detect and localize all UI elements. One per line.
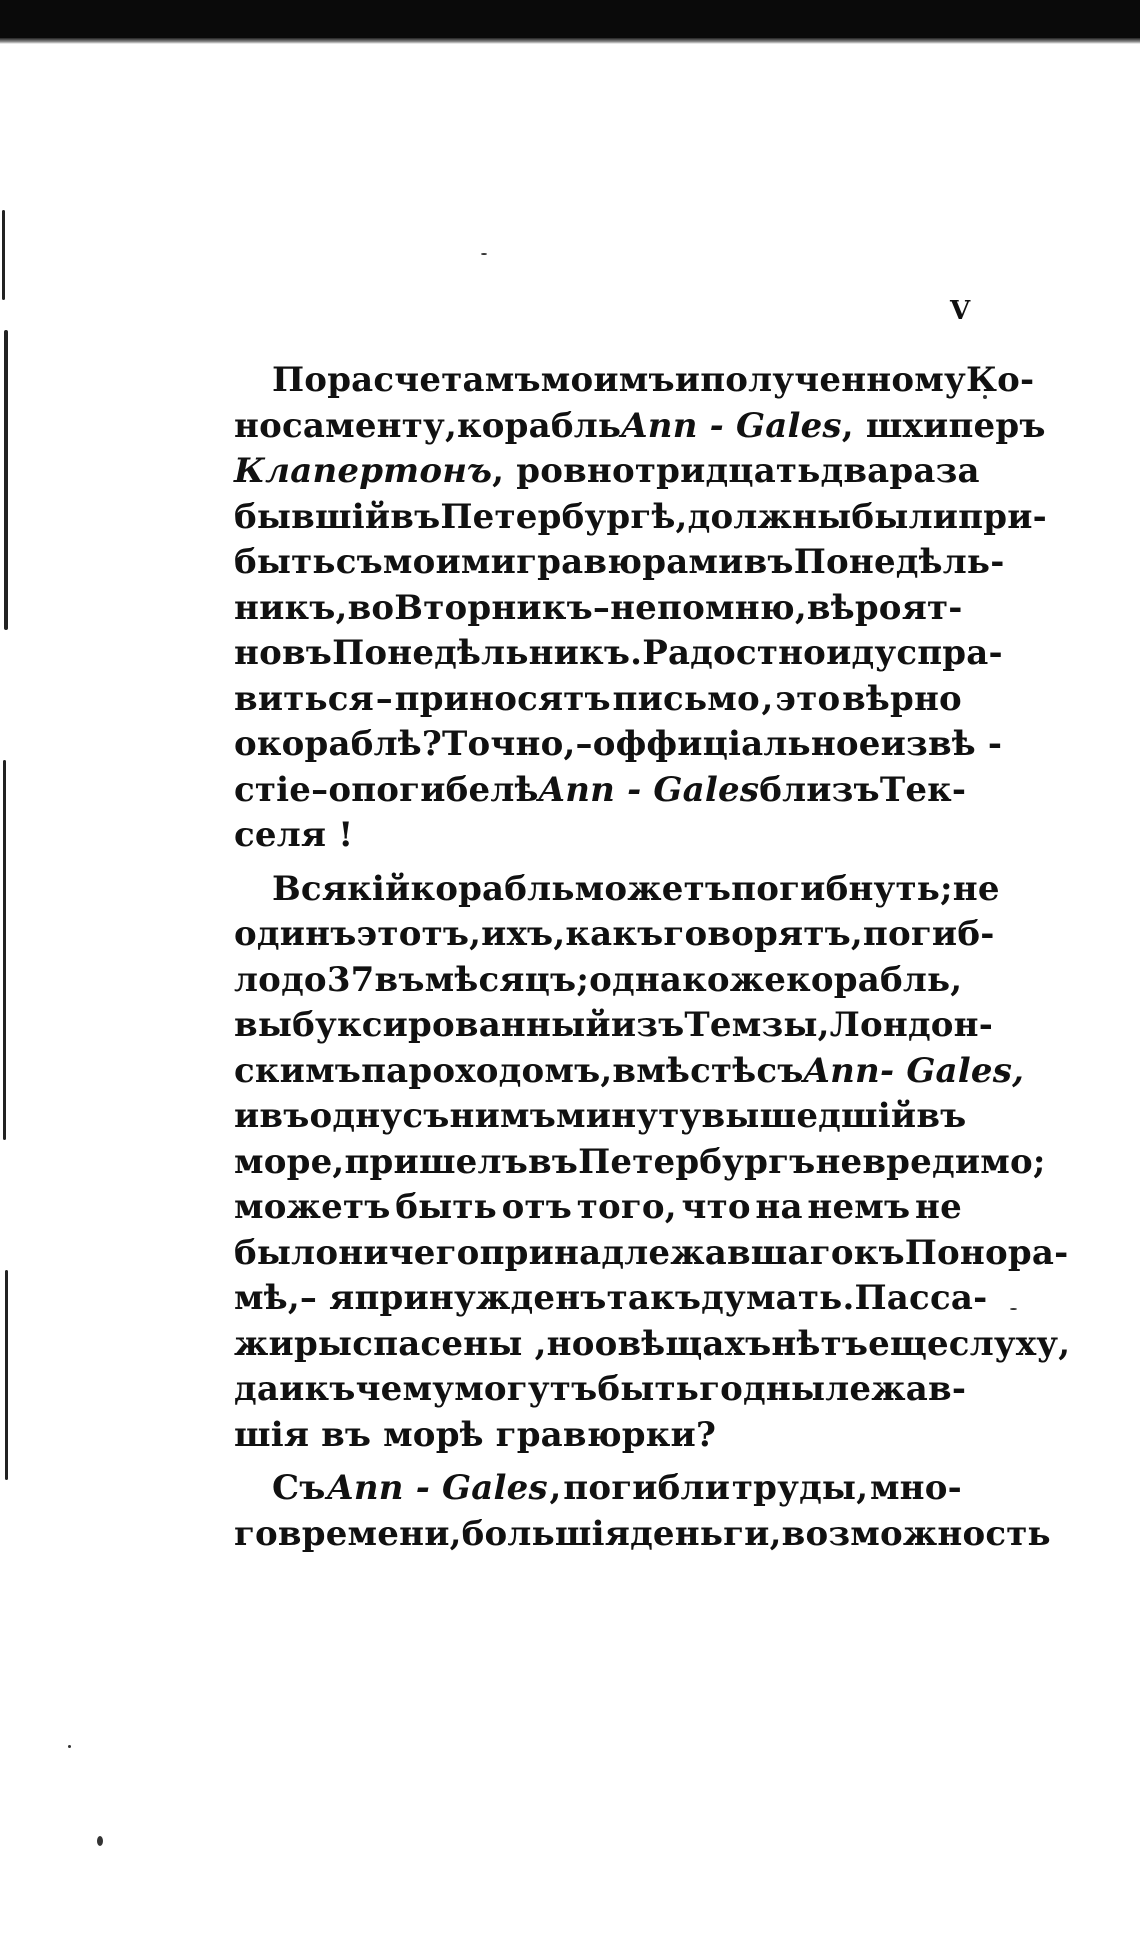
- word: иду: [826, 633, 897, 673]
- word: въ: [527, 1141, 579, 1182]
- word: отъ: [501, 1187, 573, 1227]
- word: Тек-: [879, 769, 967, 810]
- word: были: [851, 496, 959, 537]
- word: чему: [355, 1369, 455, 1409]
- word: Радостно: [642, 633, 827, 673]
- word: выбуксированный: [234, 1005, 611, 1045]
- word: виться: [234, 678, 375, 719]
- word: во: [347, 587, 395, 628]
- word: Понора-: [904, 1232, 1069, 1273]
- word: да: [234, 1369, 280, 1409]
- text-line: [234, 495, 1047, 541]
- word: было: [234, 1232, 339, 1273]
- word: Съ: [272, 1468, 326, 1508]
- scan-left-edge-mark: [2, 210, 5, 300]
- word: вѣроят-: [806, 587, 963, 628]
- text-line: [234, 1367, 967, 1413]
- word: –: [575, 724, 593, 764]
- word: –: [592, 587, 611, 628]
- word: Ann - Gales: [327, 1468, 548, 1508]
- scan-speck: [481, 253, 487, 255]
- scan-speck: [1010, 1308, 1017, 1310]
- text-line: [234, 677, 962, 723]
- word: жиры: [234, 1323, 353, 1364]
- text-line: [234, 449, 980, 495]
- text-line: [234, 958, 962, 1004]
- word: корабль,: [786, 959, 963, 1000]
- word: того,: [576, 1187, 677, 1227]
- word: что: [681, 1187, 751, 1227]
- text-line: [234, 1140, 1046, 1186]
- word: морѣ: [383, 1414, 484, 1455]
- word: Понедѣль-: [793, 542, 1005, 582]
- text-line: [234, 1185, 962, 1231]
- word: пароходомъ,: [361, 1050, 613, 1091]
- text-line: [234, 1276, 988, 1322]
- word: Темзы: [684, 1005, 818, 1045]
- word: Ко-: [965, 360, 1035, 400]
- word: въ: [916, 1096, 967, 1136]
- scan-top-border-fade: [0, 38, 1140, 44]
- word: и: [234, 1096, 260, 1136]
- word: на: [755, 1187, 803, 1227]
- word: въ: [259, 1096, 310, 1136]
- word: однако: [589, 959, 730, 1000]
- word: помню,: [657, 587, 807, 628]
- word: къ: [853, 1232, 905, 1273]
- word: годны: [699, 1369, 826, 1409]
- word: думать.: [701, 1278, 855, 1318]
- word: ихъ,: [481, 914, 566, 954]
- scan-left-edge-mark: [5, 1270, 8, 1480]
- text-line: [234, 813, 962, 859]
- word: немъ: [807, 1187, 911, 1227]
- word: море,: [234, 1141, 345, 1182]
- word: мно-: [869, 1468, 962, 1508]
- word: возможность: [781, 1513, 1051, 1554]
- word: Ann - Gales: [538, 769, 760, 810]
- word: го: [234, 1513, 278, 1554]
- text-line: [234, 1413, 962, 1459]
- word: гравюрами: [516, 542, 744, 582]
- word: раза: [889, 451, 980, 491]
- text-line: [234, 586, 962, 632]
- word: Точно,: [442, 724, 576, 764]
- word: два: [820, 451, 890, 491]
- word: къ: [304, 1369, 356, 1409]
- text-line: [234, 1512, 1051, 1558]
- word: въ: [390, 496, 441, 537]
- word: нѣтъ: [771, 1323, 869, 1364]
- word: быть: [395, 1187, 497, 1227]
- word: съ: [756, 1050, 804, 1091]
- word: но: [546, 1323, 595, 1364]
- word: Ann- Gales,: [803, 1050, 1025, 1091]
- word: невредимо;: [815, 1141, 1046, 1182]
- word: труды,: [731, 1468, 869, 1508]
- word: бывшій: [234, 496, 391, 537]
- word: вмѣстѣ: [612, 1050, 757, 1091]
- text-line: [234, 540, 1005, 586]
- word: вышедшій: [701, 1096, 917, 1136]
- word: это: [775, 678, 841, 719]
- text-line: [234, 1049, 1025, 1095]
- word: Понедѣльникъ.: [332, 633, 643, 673]
- word: Всякій: [272, 868, 411, 909]
- word: съ: [335, 542, 383, 582]
- word: быть: [234, 542, 336, 582]
- text-line: [234, 912, 995, 958]
- word: можетъ: [574, 868, 732, 909]
- word: спасены ,: [352, 1323, 547, 1364]
- word: мѣ,: [234, 1278, 300, 1318]
- word: селя !: [234, 815, 354, 855]
- word: нимъ: [449, 1096, 557, 1136]
- word: принадлежавшаго: [479, 1232, 854, 1273]
- scan-left-edge-mark: [3, 760, 6, 1140]
- word: въ: [374, 959, 425, 1000]
- word: оффиціальное: [592, 724, 881, 764]
- word: ,: [761, 678, 774, 719]
- scan-speck: [97, 1836, 103, 1846]
- word: тридцать: [634, 451, 821, 491]
- word: моимъ: [540, 360, 675, 400]
- word: какъ: [565, 914, 664, 954]
- word: погибелѣ: [351, 769, 539, 810]
- word: деньги: [630, 1513, 770, 1554]
- scan-top-border: [0, 0, 1140, 40]
- text-line: [234, 1231, 1069, 1277]
- body-text: [234, 358, 1071, 1557]
- word: никъ,: [234, 587, 348, 628]
- word: Пасса-: [854, 1278, 988, 1318]
- word: ,: [549, 1468, 562, 1508]
- word: о: [328, 769, 352, 810]
- word: По: [272, 360, 328, 400]
- word: Клапертонъ: [234, 451, 493, 491]
- word: приносятъ: [394, 678, 611, 719]
- word: ;: [576, 959, 590, 1000]
- word: одну: [309, 1096, 403, 1136]
- text-line: [234, 1322, 1071, 1368]
- word: пришелъ: [344, 1141, 528, 1182]
- word: быть: [597, 1369, 700, 1409]
- word: еще: [868, 1323, 949, 1364]
- word: моими: [382, 542, 517, 582]
- word: говорятъ,: [663, 914, 863, 954]
- text-line: [234, 768, 967, 814]
- word: ло: [234, 959, 282, 1000]
- word: , ровно: [492, 451, 635, 491]
- word: времени,: [277, 1513, 462, 1554]
- word: Ann - Gales: [621, 405, 842, 446]
- word: расчетамъ: [327, 360, 541, 400]
- word: ,: [817, 1005, 830, 1045]
- word: извѣ -: [880, 724, 1003, 764]
- word: шія: [234, 1414, 310, 1455]
- word: въ: [281, 633, 333, 673]
- word: въ: [321, 1414, 372, 1455]
- text-line: [234, 631, 1003, 677]
- word: Петербургѣ,: [440, 496, 688, 537]
- word: не: [915, 1187, 962, 1227]
- word: полученному: [700, 360, 966, 400]
- word: большія: [461, 1513, 631, 1554]
- text-line: [234, 1466, 962, 1512]
- text-line: [234, 404, 1046, 450]
- word: и: [674, 360, 701, 400]
- scan-left-edge-mark: [4, 330, 8, 630]
- word: корабль: [410, 868, 575, 909]
- word: носаменту,: [234, 405, 458, 446]
- word: гравюрки?: [495, 1414, 717, 1455]
- text-line: [234, 1003, 994, 1049]
- word: 37: [326, 959, 375, 1000]
- word: ,: [769, 1513, 782, 1554]
- word: Петербургъ: [578, 1141, 816, 1182]
- text-line: [234, 1094, 967, 1140]
- word: могутъ: [454, 1369, 598, 1409]
- word: же: [729, 959, 787, 1000]
- word: скимъ: [234, 1050, 362, 1091]
- word: о: [594, 1323, 618, 1364]
- word: письмо: [612, 678, 760, 719]
- word: вѣрно: [842, 678, 962, 719]
- word: близъ: [759, 769, 880, 810]
- scan-speck: [68, 1745, 71, 1748]
- text-line: [234, 722, 1003, 768]
- word: одинъ: [234, 914, 357, 954]
- word: спра-: [896, 633, 1003, 673]
- word: но: [234, 633, 282, 673]
- word: –: [311, 769, 329, 810]
- word: –: [375, 678, 393, 719]
- word: погиб-: [862, 914, 995, 954]
- word: погибли: [563, 1468, 731, 1508]
- text-line: [234, 867, 1000, 913]
- word: минуту: [556, 1096, 702, 1136]
- word: не: [952, 868, 1000, 909]
- word: ничего: [338, 1232, 480, 1273]
- word: о: [234, 724, 257, 764]
- word: при-: [958, 496, 1047, 537]
- word: слуху,: [948, 1323, 1071, 1364]
- word: Лондон-: [829, 1005, 994, 1045]
- word: принужденъ: [354, 1278, 607, 1318]
- word: стіе: [234, 769, 312, 810]
- word: въ: [743, 542, 794, 582]
- word: изъ: [610, 1005, 685, 1045]
- word: Вторникъ: [394, 587, 593, 628]
- word: и: [279, 1369, 305, 1409]
- word: такъ: [606, 1278, 702, 1318]
- word: не: [610, 587, 658, 628]
- word: лежав-: [825, 1369, 967, 1409]
- word: этотъ,: [356, 914, 482, 954]
- text-line: [234, 358, 1035, 404]
- word: вѣщахъ: [617, 1323, 772, 1364]
- word: должны: [687, 496, 852, 537]
- word: корабль: [457, 405, 622, 446]
- word: , шхиперъ: [841, 405, 1046, 446]
- word: мѣсяцъ: [424, 959, 577, 1000]
- word: погибнуть;: [731, 868, 953, 909]
- word: до: [281, 959, 327, 1000]
- word: можетъ: [234, 1187, 391, 1227]
- word: съ: [402, 1096, 450, 1136]
- page-number: V: [950, 296, 971, 326]
- word: – я: [299, 1278, 355, 1318]
- word: кораблѣ?: [256, 724, 443, 764]
